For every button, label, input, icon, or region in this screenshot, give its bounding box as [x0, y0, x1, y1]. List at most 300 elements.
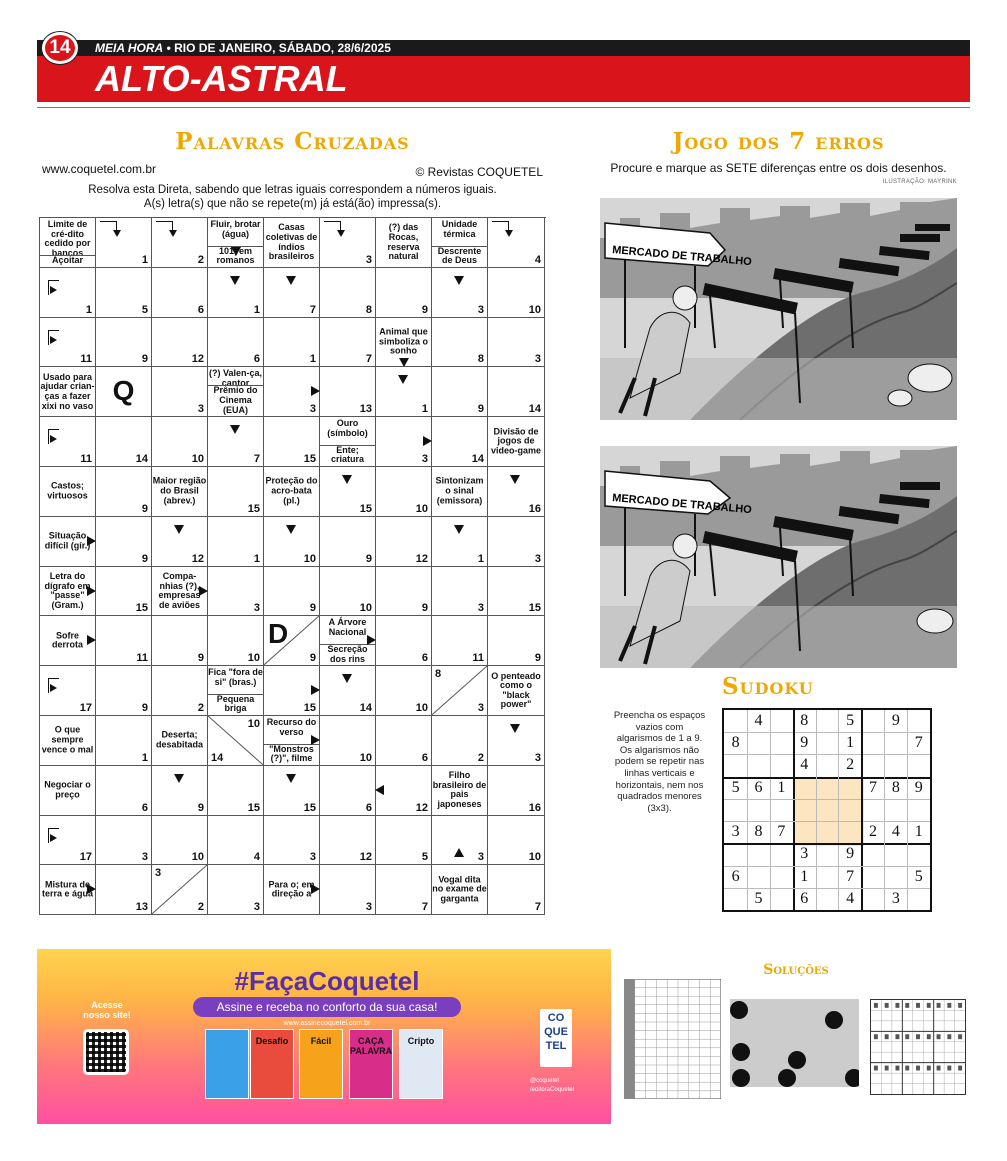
crossword-answer-cell[interactable]	[152, 218, 208, 268]
crossword-answer-cell[interactable]	[40, 666, 96, 716]
sudoku-empty-cell[interactable]	[816, 843, 839, 866]
sudoku-empty-cell[interactable]	[770, 754, 793, 777]
sudoku-empty-cell[interactable]	[793, 777, 816, 800]
crossword-answer-cell[interactable]	[488, 865, 545, 915]
cell-number: 10	[359, 751, 372, 764]
clue-text: O penteado como o "black power"	[491, 670, 541, 710]
cell-number: 9	[141, 353, 148, 366]
crossword-answer-cell[interactable]	[488, 318, 545, 368]
crossword-answer-cell[interactable]	[40, 268, 96, 318]
crossword-clue-cell	[40, 766, 96, 816]
cell-number: 16	[528, 502, 541, 515]
sudoku-empty-cell[interactable]	[816, 799, 839, 822]
cell-number: 1	[253, 552, 260, 565]
crossword-answer-cell[interactable]	[320, 766, 376, 816]
sudoku-empty-cell[interactable]	[884, 754, 907, 777]
cell-number: 9	[421, 602, 428, 615]
sudoku-given-cell: 1	[914, 823, 923, 841]
arrow-up-icon	[454, 848, 464, 857]
sudoku-empty-cell[interactable]	[907, 710, 930, 733]
cell-number-top-left: 8	[435, 668, 442, 681]
crossword-answer-cell[interactable]	[264, 417, 320, 467]
cell-number: 12	[415, 801, 428, 814]
clue-text: Castos; virtuosos	[47, 480, 88, 501]
cell-number: 8	[365, 303, 372, 316]
clue-text: Fica "fora de si" (bras.)	[208, 667, 263, 687]
magazine-cover	[399, 1029, 443, 1099]
arrow-right-icon	[199, 586, 208, 596]
arrow-down-icon	[286, 525, 296, 534]
difference-marker	[730, 1001, 748, 1019]
crossword-answer-cell[interactable]	[96, 318, 152, 368]
given-letter: D	[268, 618, 289, 650]
sudoku-given-cell: 9	[846, 845, 855, 863]
crossword-answer-cell[interactable]	[40, 318, 96, 368]
cell-number: 9	[309, 602, 316, 615]
crossword-grid	[39, 217, 546, 915]
cell-number: 1	[253, 303, 260, 316]
arrow-down-icon	[342, 674, 352, 683]
hook-arrow-icon	[48, 828, 59, 843]
crossword-answer-cell[interactable]	[488, 367, 545, 417]
cell-number: 9	[141, 552, 148, 565]
crossword-answer-cell[interactable]	[264, 367, 320, 417]
clue-text-secondary: "Monstros (?)", filme	[264, 744, 319, 764]
crossword-answer-cell[interactable]	[488, 716, 545, 766]
crossword-answer-cell[interactable]	[96, 766, 152, 816]
cell-number: 3	[534, 751, 541, 764]
sudoku-empty-cell[interactable]	[747, 799, 770, 822]
cell-number: 10	[191, 851, 204, 864]
crossword-answer-cell[interactable]	[40, 417, 96, 467]
crossword-answer-cell[interactable]	[488, 616, 545, 666]
crossword-answer-cell[interactable]	[488, 218, 545, 268]
crossword-answer-cell[interactable]	[96, 716, 152, 766]
clue-text: Para o; em direção a	[268, 879, 315, 899]
crossword-copyright: © Revistas COQUETEL	[415, 165, 543, 179]
sudoku-empty-cell[interactable]	[861, 732, 884, 755]
hook-arrow-icon	[48, 280, 59, 295]
crossword-answer-cell[interactable]	[40, 816, 96, 866]
crossword-answer-cell[interactable]	[320, 816, 376, 866]
sudoku-empty-cell[interactable]	[793, 821, 816, 844]
sudoku-empty-cell[interactable]	[724, 710, 747, 733]
crossword-answer-cell[interactable]	[152, 268, 208, 318]
clue-text: O que sempre vence o mal	[41, 725, 94, 755]
sudoku-empty-cell[interactable]	[907, 888, 930, 911]
clue-text-secondary: Ente; criatura	[320, 445, 375, 465]
sudoku-given-cell: 6	[754, 778, 763, 796]
cell-number: 11	[80, 452, 92, 465]
crossword-answer-cell[interactable]	[208, 318, 264, 368]
sudoku-empty-cell[interactable]	[861, 866, 884, 889]
crossword-answer-cell[interactable]	[96, 268, 152, 318]
arrow-down-icon	[454, 276, 464, 285]
crossword-clue-cell	[488, 666, 545, 716]
crossword-answer-cell[interactable]	[432, 318, 488, 368]
crossword-answer-cell[interactable]	[96, 417, 152, 467]
sudoku-empty-cell[interactable]	[770, 888, 793, 911]
sudoku-given-cell: 4	[754, 712, 763, 729]
crossword-answer-cell[interactable]	[96, 666, 152, 716]
crossword-answer-cell[interactable]	[376, 567, 432, 617]
difference-marker	[845, 1069, 859, 1087]
crossword-answer-cell[interactable]	[208, 716, 264, 766]
crossword-clue-cell	[376, 218, 432, 268]
sudoku-empty-cell[interactable]	[770, 710, 793, 733]
cell-number: 7	[309, 303, 316, 316]
crossword-answer-cell[interactable]	[376, 816, 432, 866]
clue-text: Mistura de terra e água	[41, 879, 94, 899]
sudoku-given-cell: 2	[846, 756, 855, 774]
sudoku-empty-cell[interactable]	[747, 754, 770, 777]
ad-headline: #FaçaCoquetel	[234, 966, 420, 996]
coquetel-logo: CO QUE TEL	[540, 1009, 572, 1067]
sudoku-empty-cell[interactable]	[816, 754, 839, 777]
sudoku-given-cell: 6	[800, 889, 809, 907]
crossword-answer-cell[interactable]	[320, 467, 376, 517]
crossword-answer-cell[interactable]	[208, 865, 264, 915]
sudoku-empty-cell[interactable]	[838, 777, 861, 800]
magazine-cover-title: Desafio	[255, 1036, 289, 1046]
sudoku-empty-cell[interactable]	[747, 866, 770, 889]
bullet-separator: •	[166, 41, 175, 55]
crossword-answer-cell[interactable]	[488, 816, 545, 866]
crossword-answer-cell[interactable]	[152, 318, 208, 368]
sudoku-empty-cell[interactable]	[770, 732, 793, 755]
cell-number: 3	[477, 851, 484, 864]
crossword-answer-cell[interactable]	[320, 716, 376, 766]
cell-number: 15	[303, 452, 316, 465]
cell-number: 14	[528, 403, 541, 416]
cartoon-top-sign: MERCADO DE TRABALHO	[611, 244, 753, 269]
sudoku-empty-cell[interactable]	[861, 754, 884, 777]
cell-number: 1	[85, 303, 92, 316]
sudoku-empty-cell[interactable]	[816, 777, 839, 800]
crossword-answer-cell[interactable]	[376, 268, 432, 318]
crossword-answer-cell[interactable]	[376, 616, 432, 666]
cell-number: 3	[141, 851, 148, 864]
crossword-answer-cell[interactable]	[152, 865, 208, 915]
sudoku-empty-cell[interactable]	[816, 710, 839, 733]
arrow-right-icon	[311, 386, 320, 396]
page-number: 14	[42, 32, 78, 64]
crossword-answer-cell[interactable]	[96, 367, 152, 417]
clue-text: Sintonizam o sinal (emissora)	[435, 476, 484, 506]
cell-number: 4	[534, 253, 541, 266]
cell-number: 9	[141, 502, 148, 515]
arrow-down-icon	[230, 276, 240, 285]
crossword-answer-cell[interactable]	[96, 865, 152, 915]
cell-number: 9	[477, 403, 484, 416]
clue-text: Filho brasileiro de pais japoneses	[432, 770, 487, 809]
cell-number: 3	[477, 602, 484, 615]
arrow-right-icon	[87, 635, 96, 645]
cell-number: 11	[136, 652, 148, 665]
sudoku-empty-cell[interactable]	[861, 888, 884, 911]
solutions-title: Soluções	[763, 962, 829, 978]
hook-arrow-icon	[156, 221, 173, 232]
cell-number: 1	[141, 253, 148, 266]
clue-text: Sofre derrota	[51, 630, 83, 650]
solution-crossword-thumbnail	[624, 979, 721, 1099]
crossword-clue-cell	[40, 218, 96, 268]
magazine-cover-title: Cripto	[407, 1036, 435, 1046]
crossword-answer-cell[interactable]	[208, 766, 264, 816]
crossword-answer-cell[interactable]	[264, 268, 320, 318]
crossword-answer-cell[interactable]	[320, 666, 376, 716]
crossword-answer-cell[interactable]	[264, 567, 320, 617]
sudoku-empty-cell[interactable]	[724, 843, 747, 866]
sudoku-empty-cell[interactable]	[747, 843, 770, 866]
crossword-answer-cell[interactable]	[152, 367, 208, 417]
magazine-cover	[250, 1029, 294, 1099]
sudoku-empty-cell[interactable]	[884, 866, 907, 889]
crossword-answer-cell[interactable]	[152, 766, 208, 816]
sudoku-empty-cell[interactable]	[770, 799, 793, 822]
crossword-answer-cell[interactable]	[488, 517, 545, 567]
crossword-answer-cell[interactable]	[488, 766, 545, 816]
clue-text: Recurso do verso	[266, 717, 317, 737]
crossword-answer-cell[interactable]	[264, 517, 320, 567]
crossword-answer-cell[interactable]	[264, 318, 320, 368]
crossword-answer-cell[interactable]	[376, 716, 432, 766]
crossword-answer-cell[interactable]	[432, 616, 488, 666]
sudoku-given-cell: 5	[846, 712, 855, 729]
crossword-answer-cell[interactable]	[264, 816, 320, 866]
crossword-answer-cell[interactable]	[208, 417, 264, 467]
cell-number: 12	[359, 851, 372, 864]
magazine-cover-title: CAÇA PALAVRA	[350, 1036, 393, 1056]
social-facebook: /editoraCoquetel	[530, 1087, 575, 1093]
ad-url[interactable]: www.assinecoquetel.com.br	[283, 1020, 371, 1027]
crossword-answer-cell[interactable]	[376, 766, 432, 816]
cell-number: 8	[477, 353, 484, 366]
sudoku-given-cell: 8	[754, 823, 763, 841]
hook-arrow-icon	[492, 221, 509, 232]
clue-text: Compa-nhias (?), empresas de aviões	[158, 570, 201, 610]
crossword-clue-cell	[264, 467, 320, 517]
crossword-answer-cell[interactable]	[488, 567, 545, 617]
sudoku-given-cell: 7	[868, 778, 877, 796]
cell-number: 3	[309, 851, 316, 864]
cell-number: 3	[253, 602, 260, 615]
sudoku-empty-cell[interactable]	[724, 799, 747, 822]
crossword-answer-cell[interactable]	[432, 567, 488, 617]
sudoku-empty-cell[interactable]	[838, 799, 861, 822]
crossword-answer-cell[interactable]	[320, 218, 376, 268]
sudoku-empty-cell[interactable]	[793, 799, 816, 822]
crossword-answer-cell[interactable]	[96, 816, 152, 866]
sudoku-empty-cell[interactable]	[861, 843, 884, 866]
crossword-clue-cell	[40, 467, 96, 517]
coquetel-ad[interactable]	[37, 949, 611, 1124]
sudoku-empty-cell[interactable]	[724, 754, 747, 777]
crossword-answer-cell[interactable]	[432, 666, 488, 716]
cell-number: 17	[79, 851, 92, 864]
ad-social	[530, 1077, 590, 1095]
cell-number: 15	[247, 502, 260, 515]
crossword-answer-cell[interactable]	[376, 367, 432, 417]
crossword-answer-cell[interactable]	[432, 417, 488, 467]
crossword-answer-cell[interactable]	[376, 467, 432, 517]
crossword-answer-cell[interactable]	[488, 268, 545, 318]
sudoku-empty-cell[interactable]	[724, 888, 747, 911]
sudoku-given-cell: 3	[800, 845, 809, 863]
cartoon-top	[600, 198, 957, 420]
crossword-clue-cell	[40, 865, 96, 915]
crossword-answer-cell[interactable]	[320, 367, 376, 417]
difference-marker	[825, 1011, 843, 1029]
sudoku-empty-cell[interactable]	[816, 732, 839, 755]
sudoku-empty-cell[interactable]	[747, 732, 770, 755]
crossword-answer-cell[interactable]	[264, 766, 320, 816]
cell-number-bottom-left: 14	[211, 751, 224, 764]
sudoku-empty-cell[interactable]	[770, 866, 793, 889]
difference-marker	[788, 1051, 806, 1069]
crossword-answer-cell[interactable]	[208, 268, 264, 318]
crossword-clue-cell	[320, 616, 376, 666]
cell-number: 10	[415, 701, 428, 714]
crossword-answer-cell[interactable]	[320, 517, 376, 567]
crossword-answer-cell[interactable]	[96, 467, 152, 517]
sudoku-empty-cell[interactable]	[816, 821, 839, 844]
crossword-answer-cell[interactable]	[432, 367, 488, 417]
crossword-answer-cell[interactable]	[152, 816, 208, 866]
crossword-answer-cell[interactable]	[152, 417, 208, 467]
crossword-answer-cell[interactable]	[96, 567, 152, 617]
cell-number: 3	[309, 403, 316, 416]
crossword-clue-cell	[152, 467, 208, 517]
crossword-answer-cell[interactable]	[376, 865, 432, 915]
sudoku-empty-cell[interactable]	[816, 866, 839, 889]
crossword-answer-cell[interactable]	[432, 268, 488, 318]
clue-text: Deserta; desabitada	[155, 729, 204, 750]
crossword-answer-cell[interactable]	[320, 268, 376, 318]
sudoku-empty-cell[interactable]	[907, 754, 930, 777]
cell-number: 3	[365, 253, 372, 266]
magazine-cover-title: Fácil	[310, 1036, 332, 1046]
crossword-answer-cell[interactable]	[432, 517, 488, 567]
sudoku-empty-cell[interactable]	[907, 843, 930, 866]
crossword-answer-cell[interactable]	[376, 417, 432, 467]
given-letter: Q	[112, 375, 135, 407]
clue-text: Casas coletivas de índios brasileiros	[265, 222, 318, 261]
sudoku-empty-cell[interactable]	[884, 843, 907, 866]
cell-number: 3	[477, 303, 484, 316]
cell-number: 2	[477, 751, 484, 764]
cartoon-bottom-drawing	[600, 446, 957, 668]
crossword-answer-cell[interactable]	[320, 318, 376, 368]
clue-text: (?) Valen-ça, cantor	[208, 368, 262, 388]
crossword-answer-cell[interactable]	[376, 517, 432, 567]
cell-number: 6	[365, 801, 372, 814]
magazine-cover	[205, 1029, 249, 1099]
sudoku-empty-cell[interactable]	[907, 799, 930, 822]
sudoku-empty-cell[interactable]	[770, 843, 793, 866]
crossword-clue-cell	[208, 367, 264, 417]
sudoku-empty-cell[interactable]	[884, 799, 907, 822]
cell-number: 3	[197, 403, 204, 416]
sudoku-given-cell: 2	[868, 823, 877, 841]
difference-marker	[732, 1069, 750, 1087]
crossword-answer-cell[interactable]	[96, 616, 152, 666]
crossword-answer-cell[interactable]	[264, 666, 320, 716]
crossword-answer-cell[interactable]	[208, 467, 264, 517]
sudoku-empty-cell[interactable]	[816, 888, 839, 911]
cell-number: 3	[477, 701, 484, 714]
crossword-answer-cell[interactable]	[488, 467, 545, 517]
cell-number: 9	[534, 652, 541, 665]
clue-text-secondary: 101, em romanos	[208, 246, 263, 266]
crossword-answer-cell[interactable]	[208, 616, 264, 666]
cell-number: 10	[191, 452, 204, 465]
crossword-clue-cell	[152, 716, 208, 766]
crossword-answer-cell[interactable]	[432, 716, 488, 766]
sudoku-empty-cell[interactable]	[861, 710, 884, 733]
arrow-down-icon	[174, 525, 184, 534]
magazine-cover	[349, 1029, 393, 1099]
crossword-clue-cell	[40, 616, 96, 666]
cell-number: 14	[471, 452, 484, 465]
crossword-answer-cell[interactable]	[96, 517, 152, 567]
crossword-clue-cell	[264, 218, 320, 268]
crossword-answer-cell[interactable]	[320, 865, 376, 915]
sudoku-empty-cell[interactable]	[884, 732, 907, 755]
cell-number: 9	[141, 701, 148, 714]
clue-text: Limite de cré-dito cedido por bancos	[44, 219, 91, 258]
qr-code-icon[interactable]	[83, 1029, 129, 1075]
sudoku-given-cell: 7	[914, 734, 923, 752]
clue-text: Animal que simboliza o sonho	[378, 326, 428, 356]
cell-number: 3	[534, 552, 541, 565]
crossword-answer-cell[interactable]	[208, 567, 264, 617]
arrow-right-icon	[87, 536, 96, 546]
crossword-answer-cell[interactable]	[208, 816, 264, 866]
cell-number: 16	[528, 801, 541, 814]
instruction-line-2: A(s) letra(s) que não se repete(m) já está(ão) impressa(s).	[143, 198, 442, 210]
crossword-answer-cell[interactable]	[264, 616, 320, 666]
crossword-answer-cell[interactable]	[152, 666, 208, 716]
cell-number: 1	[309, 353, 316, 366]
solution-errors-thumbnail	[730, 999, 859, 1087]
crossword-answer-cell[interactable]	[208, 517, 264, 567]
cell-number: 7	[534, 901, 541, 914]
crossword-answer-cell[interactable]	[320, 567, 376, 617]
clue-text: Unidade térmica	[441, 219, 478, 239]
crossword-answer-cell[interactable]	[152, 616, 208, 666]
cell-number: 5	[141, 303, 148, 316]
arrow-down-icon	[398, 375, 408, 384]
crossword-answer-cell[interactable]	[152, 517, 208, 567]
clue-text: (?) das Rocas, reserva natural	[387, 222, 420, 261]
crossword-answer-cell[interactable]	[376, 666, 432, 716]
sudoku-empty-cell[interactable]	[861, 799, 884, 822]
crossword-answer-cell[interactable]	[96, 218, 152, 268]
clue-text: Maior região do Brasil (abrev.)	[152, 476, 207, 506]
cell-number: 4	[253, 851, 260, 864]
publication-name: MEIA HORA	[95, 41, 164, 55]
sudoku-empty-cell[interactable]	[838, 821, 861, 844]
clue-text: Divisão de jogos de video-game	[490, 426, 541, 456]
crossword-answer-cell[interactable]	[432, 816, 488, 866]
sudoku-given-cell: 5	[731, 778, 740, 796]
clue-text: Ouro (símbolo)	[327, 418, 368, 438]
crossword-clue-cell	[208, 218, 264, 268]
sudoku-given-cell: 5	[754, 889, 763, 907]
arrow-left-icon	[375, 785, 384, 795]
cell-number: 15	[528, 602, 541, 615]
